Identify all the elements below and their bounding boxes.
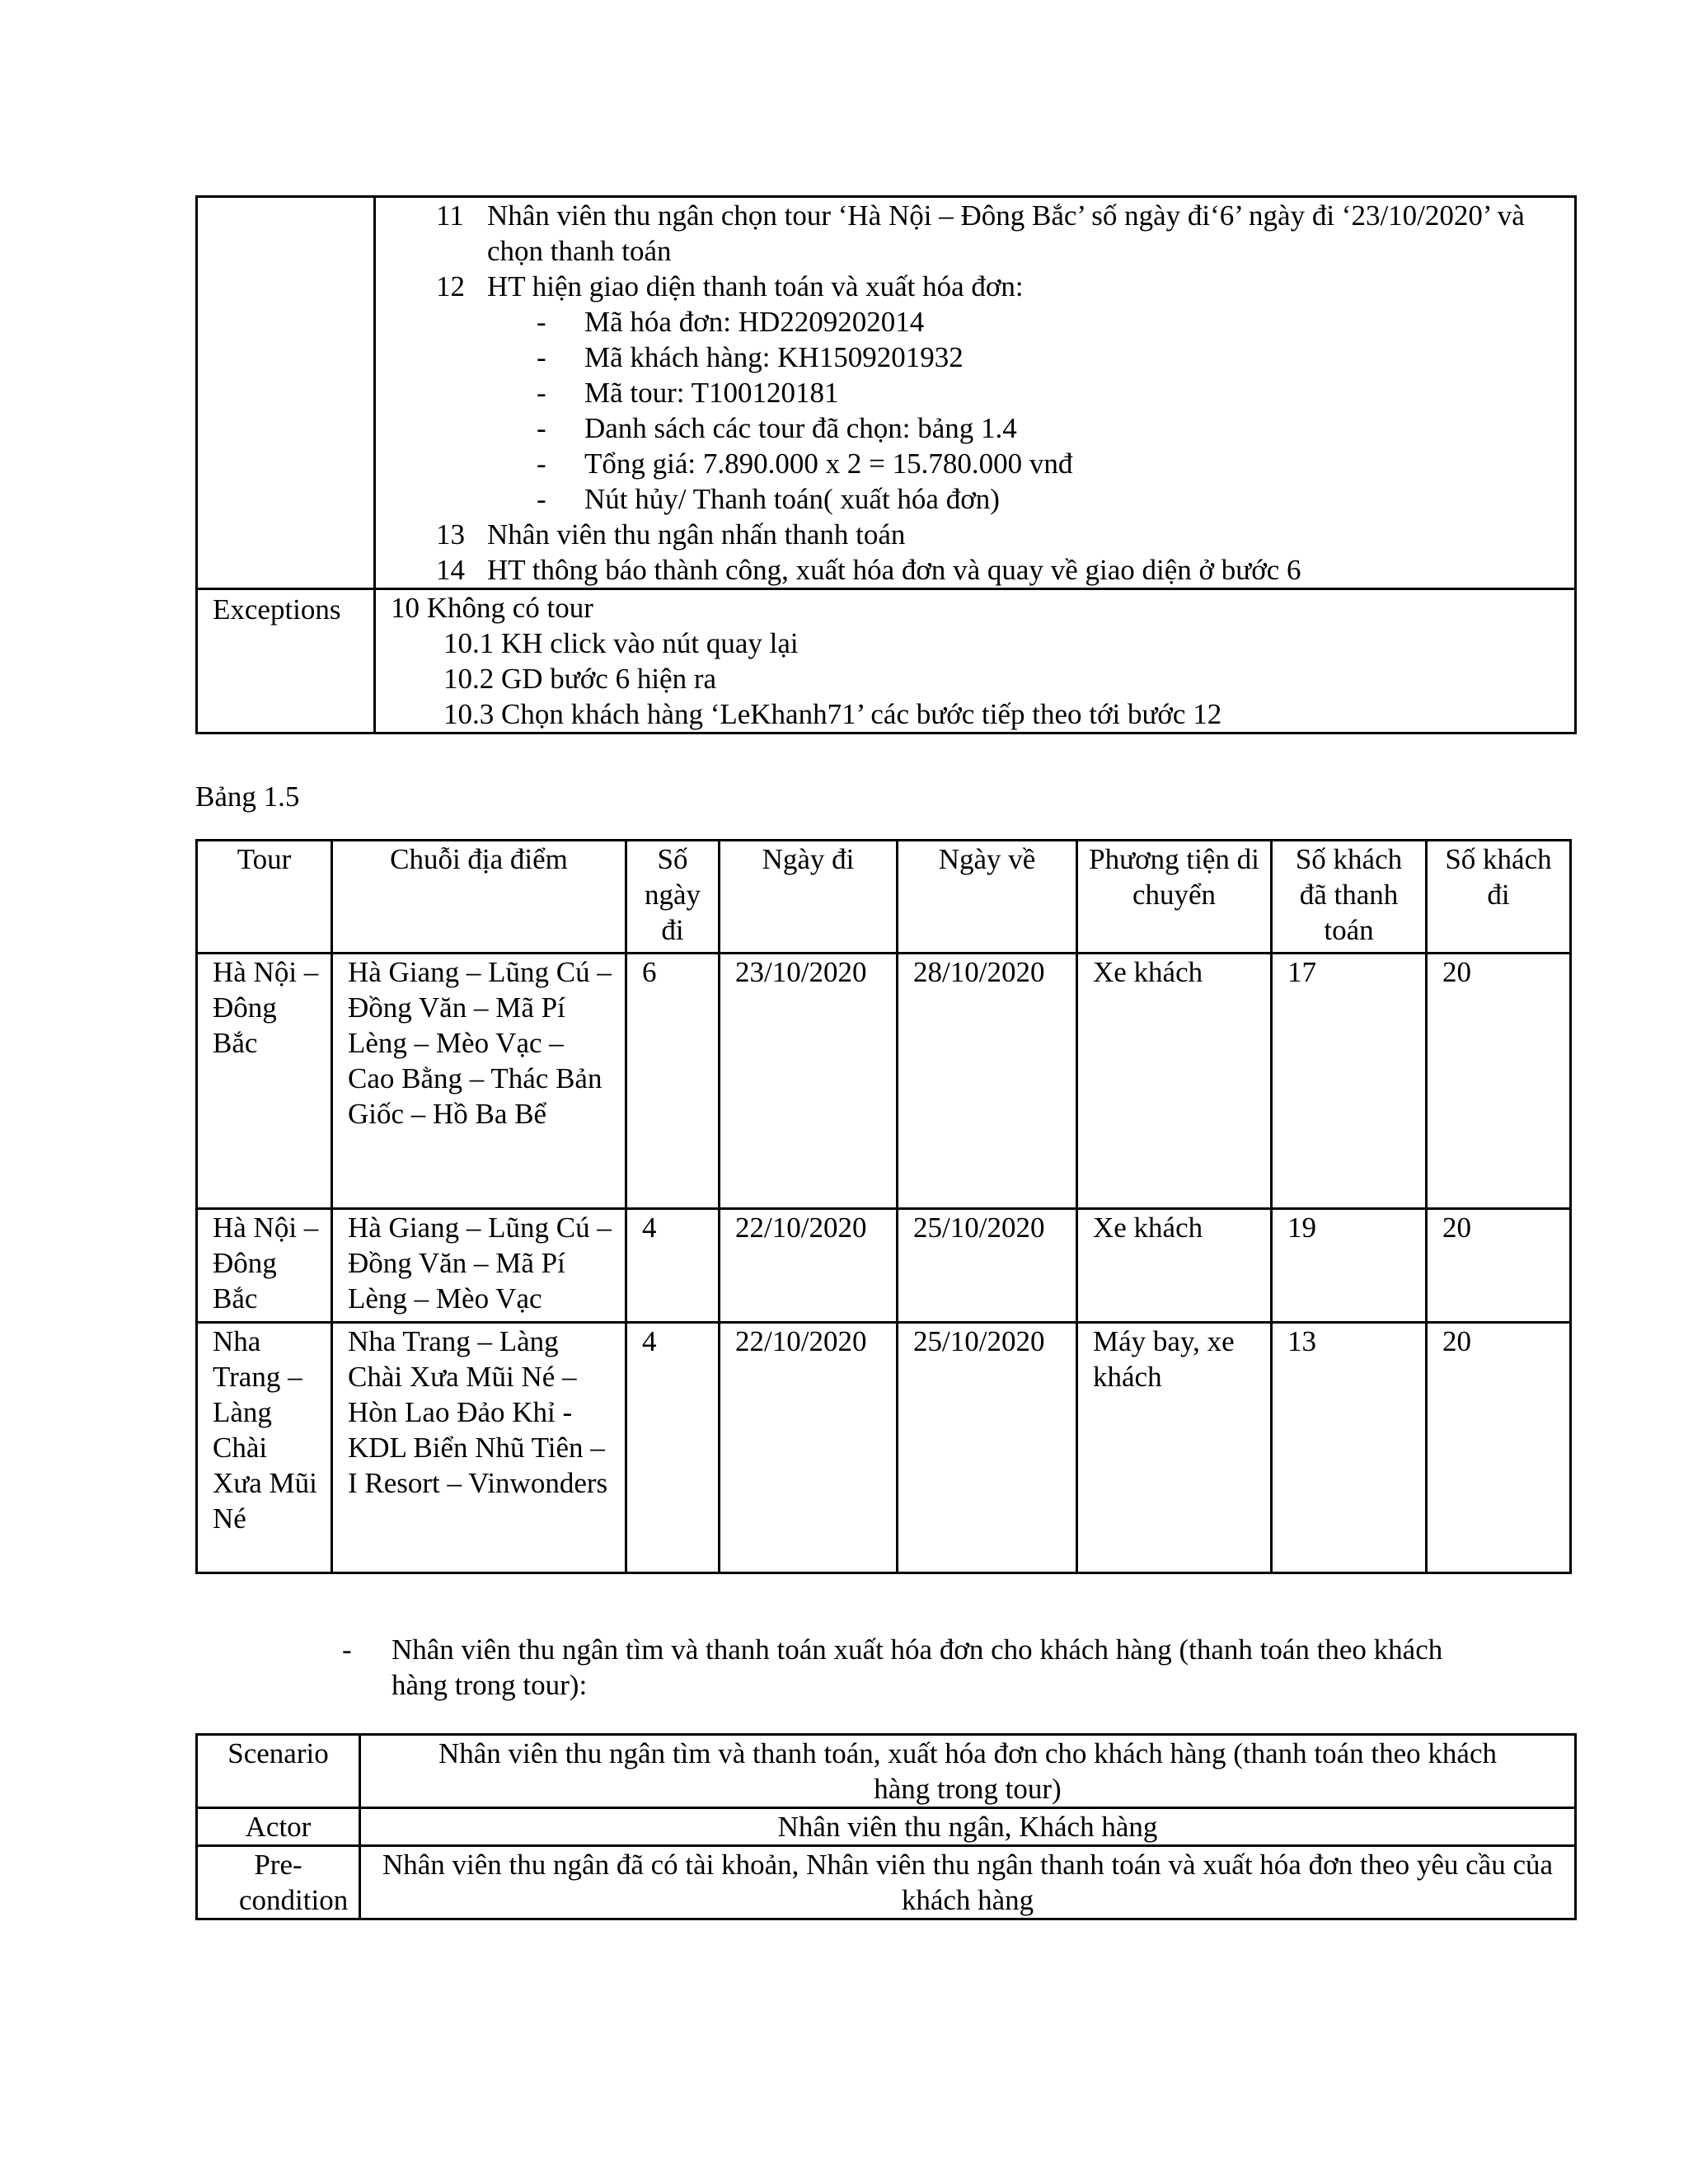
- usecase-table-continued: [195, 195, 1577, 734]
- exceptions-label: Exceptions: [197, 589, 375, 733]
- column-header: Số ngày đi: [626, 841, 720, 954]
- step-item: [376, 517, 1574, 552]
- table-cell: 20: [1427, 1209, 1571, 1323]
- step-item: [376, 552, 1574, 588]
- invoice-field: - Tổng giá: 7.890.000 x 2 = 15.780.000 vnđ: [537, 448, 1073, 480]
- precondition-label: Pre-condition: [197, 1846, 360, 1919]
- invoice-field: - Nút hủy/ Thanh toán( xuất hóa đơn): [537, 483, 1000, 515]
- scenario-table: [195, 1733, 1577, 1920]
- step-text: HT thông báo thành công, xuất hóa đơn và quay về giao diện ở bước 6: [487, 554, 1301, 586]
- scenario-value: Nhân viên thu ngân tìm và thanh toán, xuất hóa đơn cho khách hàng (thanh toán theo khách hàng trong tour): [360, 1735, 1576, 1808]
- table-row: [197, 1323, 1571, 1573]
- table-cell: Hà Giang – Lũng Cú – Đồng Văn – Mã Pí Lèng – Mèo Vạc – Cao Bằng – Thác Bản Giốc – Hồ Ba Bể: [332, 954, 626, 1209]
- table-cell: Hà Nội – Đông Bắc: [197, 954, 332, 1209]
- table-cell: Hà Nội – Đông Bắc: [197, 1209, 332, 1323]
- exception-item: 10.1 KH click vào nút quay lại: [443, 627, 799, 659]
- table-row: [197, 1209, 1571, 1323]
- invoice-field: - Mã khách hàng: KH1509201932: [537, 341, 964, 373]
- exception-item: 10.3 Chọn khách hàng ‘LeKhanh71’ các bước tiếp theo tới bước 12: [443, 698, 1222, 730]
- step-text: Nhân viên thu ngân chọn tour ‘Hà Nội – Đông Bắc’ số ngày đi‘6’ ngày đi ‘23/10/2020’ và: [487, 199, 1525, 232]
- empty-label-cell: [197, 197, 375, 589]
- table-row: [197, 1808, 1576, 1846]
- exception-heading: 10 Không có tour: [391, 592, 593, 624]
- bullet-dash: -: [342, 1633, 352, 1666]
- table-cell: 28/10/2020: [898, 954, 1077, 1209]
- step-text: chọn thanh toán: [487, 235, 672, 267]
- bullet-paragraph: [342, 1632, 1455, 1703]
- table-cell: 25/10/2020: [898, 1323, 1077, 1573]
- table-row: [197, 954, 1571, 1209]
- column-header: Tour: [197, 841, 332, 954]
- table-row: [197, 1846, 1576, 1919]
- table-cell: 4: [626, 1323, 720, 1573]
- tour-table: [195, 839, 1572, 1574]
- steps-cell: [375, 197, 1576, 589]
- step-item: [376, 269, 1574, 304]
- step-number: 11: [436, 199, 464, 232]
- column-header: Chuỗi địa điểm: [332, 841, 626, 954]
- table-cell: Nha Trang – Làng Chài Xưa Mũi Né: [197, 1323, 332, 1573]
- table-cell: 23/10/2020: [720, 954, 898, 1209]
- table-cell: 19: [1272, 1209, 1427, 1323]
- table-cell: 25/10/2020: [898, 1209, 1077, 1323]
- step-text: Nhân viên thu ngân nhấn thanh toán: [487, 518, 906, 551]
- header-row: [197, 841, 1571, 954]
- table-row: [197, 197, 1576, 589]
- table-cell: Xe khách: [1077, 1209, 1272, 1323]
- step-number: 13: [436, 518, 465, 551]
- table-cell: 22/10/2020: [720, 1209, 898, 1323]
- column-header: Phương tiện di chuyển: [1077, 841, 1272, 954]
- table-cell: Hà Giang – Lũng Cú – Đồng Văn – Mã Pí Lèng – Mèo Vạc: [332, 1209, 626, 1323]
- step-text: HT hiện giao diện thanh toán và xuất hóa đơn:: [487, 270, 1024, 302]
- table-cell: 13: [1272, 1323, 1427, 1573]
- table-cell: Máy bay, xe khách: [1077, 1323, 1272, 1573]
- scenario-label: Scenario: [197, 1735, 360, 1808]
- table-caption: Bảng 1.5: [195, 780, 300, 813]
- column-header: Số khách đi: [1427, 841, 1571, 954]
- table-cell: 20: [1427, 954, 1571, 1209]
- column-header: Ngày đi: [720, 841, 898, 954]
- column-header: Ngày về: [898, 841, 1077, 954]
- actor-label: Actor: [197, 1808, 360, 1846]
- invoice-field: - Mã tour: T100120181: [537, 377, 839, 409]
- table-cell: Nha Trang – Làng Chài Xưa Mũi Né – Hòn Lao Đảo Khỉ - KDL Biển Nhũ Tiên – I Resort – Vinwonders: [332, 1323, 626, 1573]
- table-cell: Xe khách: [1077, 954, 1272, 1209]
- table-cell: 17: [1272, 954, 1427, 1209]
- precondition-value: Nhân viên thu ngân đã có tài khoản, Nhân viên thu ngân thanh toán và xuất hóa đơn theo yêu cầu của khách hàng: [360, 1846, 1576, 1919]
- table-cell: 6: [626, 954, 720, 1209]
- step-number: 12: [436, 270, 465, 302]
- table-row: [197, 589, 1576, 733]
- step-number: 14: [436, 554, 465, 586]
- exception-item: 10.2 GD bước 6 hiện ra: [443, 663, 717, 695]
- table-cell: 22/10/2020: [720, 1323, 898, 1573]
- column-header: Số khách đã thanh toán: [1272, 841, 1427, 954]
- actor-value: Nhân viên thu ngân, Khách hàng: [360, 1808, 1576, 1846]
- invoice-field: - Mã hóa đơn: HD2209202014: [537, 306, 925, 338]
- invoice-field: - Danh sách các tour đã chọn: bảng 1.4: [537, 412, 1017, 444]
- table-row: [197, 1735, 1576, 1808]
- table-cell: 20: [1427, 1323, 1571, 1573]
- bullet-text: Nhân viên thu ngân tìm và thanh toán xuất hóa đơn cho khách hàng (thanh toán theo khách hàng trong tour):: [392, 1633, 1443, 1701]
- exceptions-cell: [375, 589, 1576, 733]
- table-cell: 4: [626, 1209, 720, 1323]
- step-item: [376, 198, 1574, 269]
